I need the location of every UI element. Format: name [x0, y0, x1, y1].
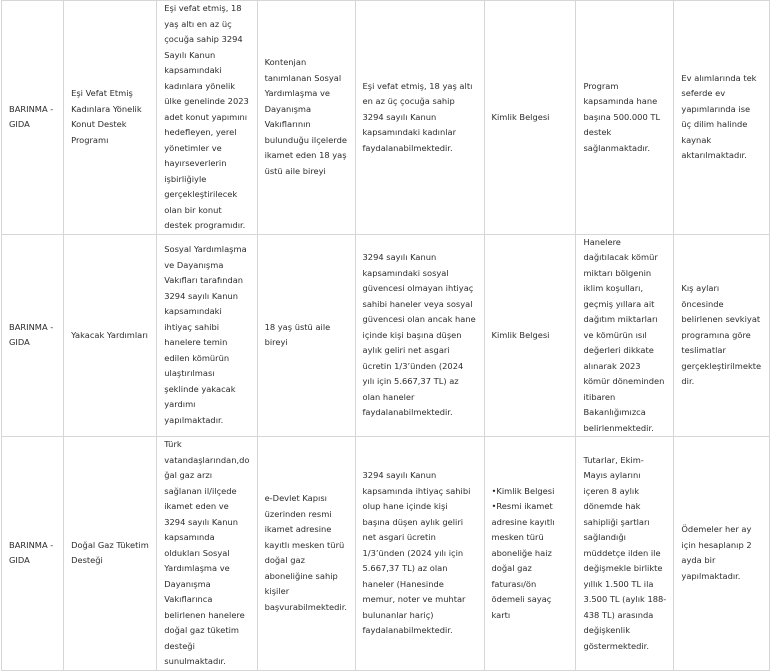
- documents-cell: [484, 437, 576, 671]
- eligibility-cell: 3294 sayılı Kanun kapsamında ihtiyaç sahibi olup hane içinde kişi başına düşen aylık geliri net asgari ücretin 1/3’ünden (2024 yılı için 5.667,37 TL) az olan haneler (Hanesinde memur, noter ve muhtar bulunanlar hariç) faydalanabilmektedir.: [355, 437, 484, 671]
- payment-cell: Ev alımlarında tek seferde ev yapımlarında ise üç dilim halinde kaynak aktarılmaktadır.: [674, 1, 770, 235]
- eligibility-cell: Eşi vefat etmiş, 18 yaş altı en az üç çocuğa sahip 3294 sayılı Kanun kapsamındaki kadınlar faydalanabilmektedir.: [355, 1, 484, 235]
- category-line-2: GIDA: [9, 337, 30, 348]
- category-line-2: GIDA: [9, 555, 30, 566]
- description-cell: Eşi vefat etmiş, 18 yaş altı en az üç çocuğa sahip 3294 Sayılı Kanun kapsamındaki kadınlara yönelik ülke genelinde 2023 adet konut yapımını hedefleyen, yerel yönetimler ve hayırseverlerin işbirliğiyle gerçekleştirilecek olan bir konut destek programıdır.: [157, 1, 257, 235]
- document-item: •Kimlik Belgesi: [491, 485, 555, 496]
- amount-cell: Hanelere dağıtılacak kömür miktarı bölgenin iklim koşulları, geçmiş yıllara ait dağıtım miktarları ve kömürün ısıl değerleri dikkate alınarak 2023 kömür döneminden itibaren Bakanlığımızca belirlenmektedir.: [576, 234, 674, 437]
- category-cell: [2, 437, 64, 671]
- category-line-2: GIDA: [9, 119, 30, 130]
- program-name-cell: Yakacak Yardımları: [64, 234, 157, 437]
- documents-cell: [484, 1, 576, 235]
- program-name-cell: Doğal Gaz Tüketim Desteği: [64, 437, 157, 671]
- documents-cell: [484, 234, 576, 437]
- category-cell: [2, 1, 64, 235]
- table-row: [2, 234, 770, 437]
- description-cell: Türk vatandaşlarından,doğal gaz arzı sağlanan il/ilçede ikamet eden ve 3294 sayılı Kanun kapsamında oldukları Sosyal Yardımlaşma ve Dayanışma Vakıflarınca belirlenen hanelere doğal gaz tüketim desteği sunulmaktadır.: [157, 437, 257, 671]
- documents-list: [492, 328, 569, 344]
- category-line-1: BARINMA -: [9, 321, 54, 332]
- table-row: [2, 437, 770, 671]
- applicant-cell: e-Devlet Kapısı üzerinden resmi ikamet adresine kayıtlı mesken türü doğal gaz aboneliğine sahip kişiler başvurabilmektedir.: [257, 437, 355, 671]
- payment-cell: Ödemeler her ay için hesaplanıp 2 ayda bir yapılmaktadır.: [674, 437, 770, 671]
- description-cell: Sosyal Yardımlaşma ve Dayanışma Vakıfları tarafından 3294 sayılı Kanun kapsamındaki ihtiyaç sahibi hanelere temin edilen kömürün ulaştırılması şeklinde yakacak yardımı yapılmaktadır.: [157, 234, 257, 437]
- applicant-cell: 18 yaş üstü aile bireyi: [257, 234, 355, 437]
- social-aid-table: [1, 0, 770, 671]
- eligibility-cell: 3294 sayılı Kanun kapsamındaki sosyal güvencesi olmayan ihtiyaç sahibi haneler veya sosyal güvencesi olan ancak hane içinde kişi başına düşen aylık geliri net asgari ücretin 1/3’ünden (2024 yılı için 5.667,37 TL) az olan haneler faydalanabilmektedir.: [355, 234, 484, 437]
- category-line-1: BARINMA -: [9, 539, 54, 550]
- amount-cell: Tutarlar, Ekim-Mayıs aylarını içeren 8 aylık dönemde hak sahipliği şartları sağlandığı müddetçe ilden ile değişmekle birlikte yıllık 1.500 TL ila 3.500 TL (aylık 188-438 TL) arasında değişkenlik göstermektedir.: [576, 437, 674, 671]
- table-row: [2, 1, 770, 235]
- document-item: •Resmi ikamet adresine kayıtlı mesken türü aboneliğe haiz doğal gaz faturası/ön ödemeli sayaç kartı: [491, 501, 555, 620]
- category-cell: [2, 234, 64, 437]
- amount-cell: Program kapsamında hane başına 500.000 TL destek sağlanmaktadır.: [576, 1, 674, 235]
- document-item: Kimlik Belgesi: [491, 329, 550, 340]
- documents-list: [492, 484, 569, 624]
- payment-cell: Kış ayları öncesinde belirlenen sevkiyat programına göre teslimatlar gerçekleştirilmektedir.: [674, 234, 770, 437]
- program-name-cell: Eşi Vefat Etmiş Kadınlara Yönelik Konut Destek Programı: [64, 1, 157, 235]
- document-item: Kimlik Belgesi: [491, 111, 550, 122]
- applicant-cell: Kontenjan tanımlanan Sosyal Yardımlaşma ve Dayanışma Vakıflarının bulunduğu ilçelerde ikamet eden 18 yaş üstü aile bireyi: [257, 1, 355, 235]
- category-line-1: BARINMA -: [9, 103, 54, 114]
- documents-list: [492, 110, 569, 126]
